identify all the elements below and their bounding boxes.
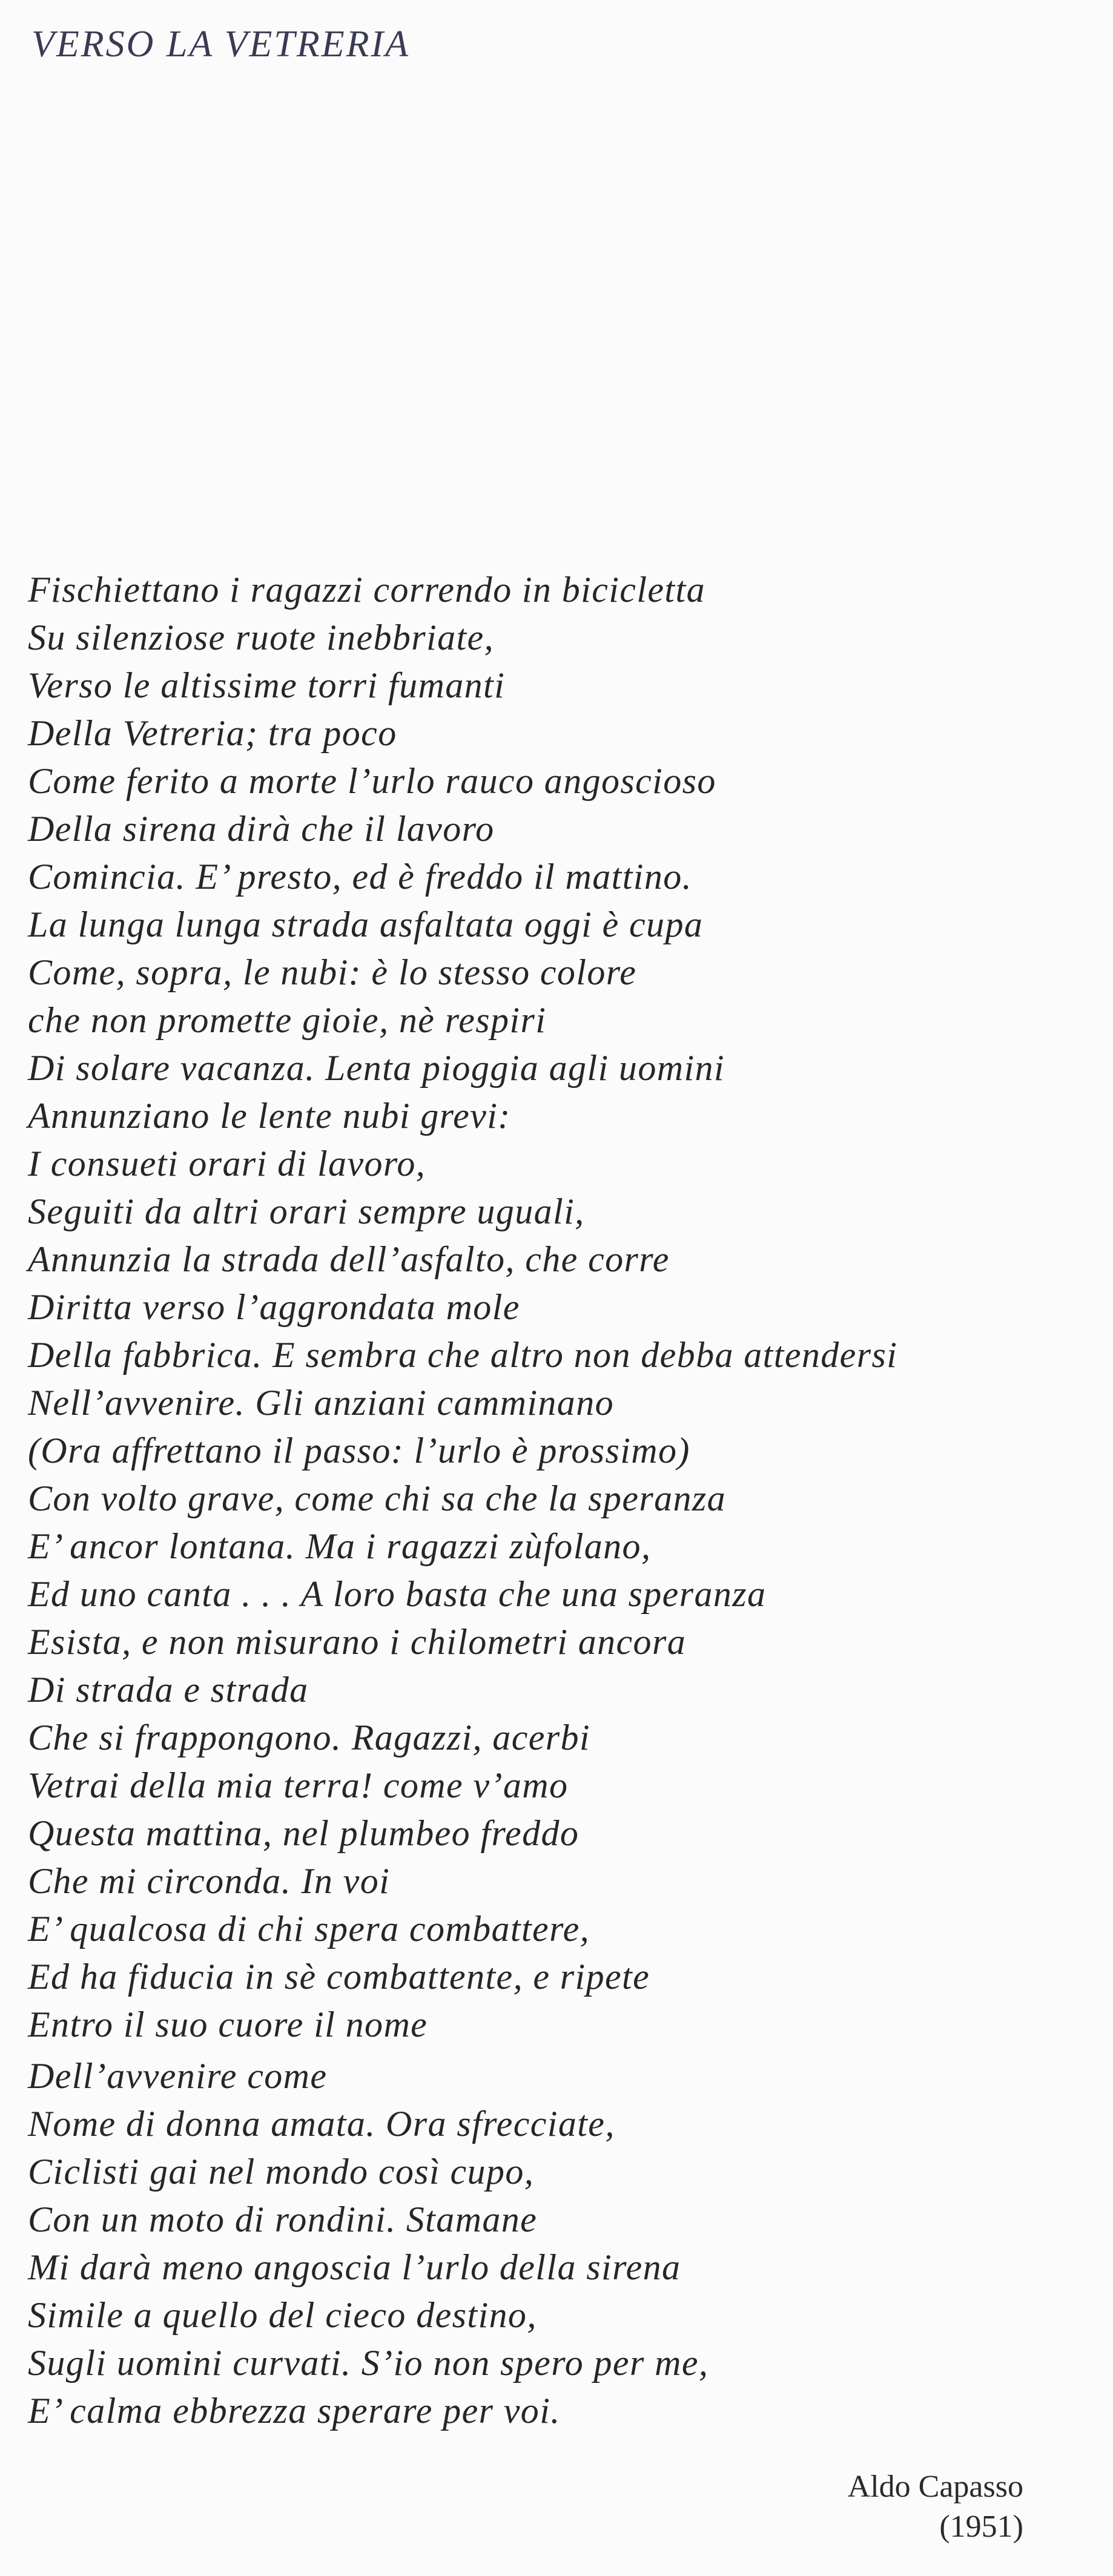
poem-line: E’ qualcosa di chi spera combattere, — [28, 1909, 590, 1949]
poem-line: Sugli uomini curvati. S’io non spero per me, — [28, 2343, 709, 2383]
poem-line: Diritta verso l’aggrondata mole — [28, 1287, 520, 1327]
poem-line: che non promette gioie, nè respiri — [28, 1000, 547, 1040]
poem-line: Ciclisti gai nel mondo così cupo, — [28, 2152, 535, 2192]
poem-line: Fischiettano i ragazzi correndo in bicicletta — [28, 570, 705, 610]
poem-line: Che mi circonda. In voi — [28, 1861, 391, 1901]
poem-title: VERSO LA VETRERIA — [31, 24, 410, 65]
poem-line: Ed ha fiducia in sè combattente, e ripete — [28, 1957, 650, 1997]
poem-line: Simile a quello del cieco destino, — [28, 2295, 537, 2335]
poem-line: Verso le altissime torri fumanti — [28, 665, 506, 705]
poem-line: Di strada e strada — [28, 1670, 309, 1710]
poem-line: Questa mattina, nel plumbeo freddo — [28, 1813, 580, 1853]
poem-line: Entro il suo cuore il nome — [28, 2004, 428, 2044]
stanza-2 — [28, 2052, 708, 2435]
poem-line: Con volto grave, come chi sa che la speranza — [28, 1478, 727, 1518]
poem-line: Su silenziose ruote inebbriate, — [28, 618, 494, 657]
poem-line: Annunziano le lente nubi grevi: — [28, 1096, 511, 1136]
poem-line: Della Vetreria; tra poco — [28, 713, 397, 753]
poem-line: E’ ancor lontana. Ma i ragazzi zùfolano, — [28, 1526, 652, 1566]
poem-line: Della fabbrica. E sembra che altro non debba attendersi — [28, 1335, 898, 1375]
poem-line: Con un moto di rondini. Stamane — [28, 2199, 538, 2239]
poem-line: Di solare vacanza. Lenta pioggia agli uomini — [28, 1048, 725, 1088]
publication-year: (1951) — [939, 2509, 1023, 2544]
poem-line: Che si frappongono. Ragazzi, acerbi — [28, 1718, 590, 1757]
poem-line: La lunga lunga strada asfaltata oggi è cupa — [28, 904, 704, 944]
poem-line: Esista, e non misurano i chilometri ancora — [28, 1622, 687, 1662]
poem-line: Vetrai della mia terra! come v’amo — [28, 1765, 569, 1805]
poem-line: Comincia. E’ presto, ed è freddo il mattino. — [28, 857, 693, 897]
author-name: Aldo Capasso — [847, 2469, 1023, 2504]
poem-line: Dell’avvenire come — [28, 2056, 328, 2096]
stanza-1 — [28, 566, 897, 2049]
poem-line: Come, sopra, le nubi: è lo stesso colore — [28, 952, 637, 992]
signature-block — [817, 2467, 1023, 2547]
poem-line: I consueti orari di lavoro, — [28, 1144, 426, 1184]
poem-line: Seguiti da altri orari sempre uguali, — [28, 1191, 585, 1231]
poem-line: Della sirena dirà che il lavoro — [28, 809, 495, 849]
poem-line: Nome di donna amata. Ora sfrecciate, — [28, 2104, 615, 2144]
poem-line: Mi darà meno angoscia l’urlo della sirena — [28, 2247, 681, 2287]
poem-line: Come ferito a morte l’urlo rauco angoscioso — [28, 761, 716, 801]
poem-line: E’ calma ebbrezza sperare per voi. — [28, 2391, 561, 2431]
poem-line: Ed uno canta . . . A loro basta che una speranza — [28, 1574, 767, 1614]
poem-line: (Ora affrettano il passo: l’urlo è prossimo) — [28, 1431, 690, 1471]
poem-line: Nell’avvenire. Gli anziani camminano — [28, 1383, 615, 1423]
poem-line: Annunzia la strada dell’asfalto, che corre — [28, 1239, 670, 1279]
